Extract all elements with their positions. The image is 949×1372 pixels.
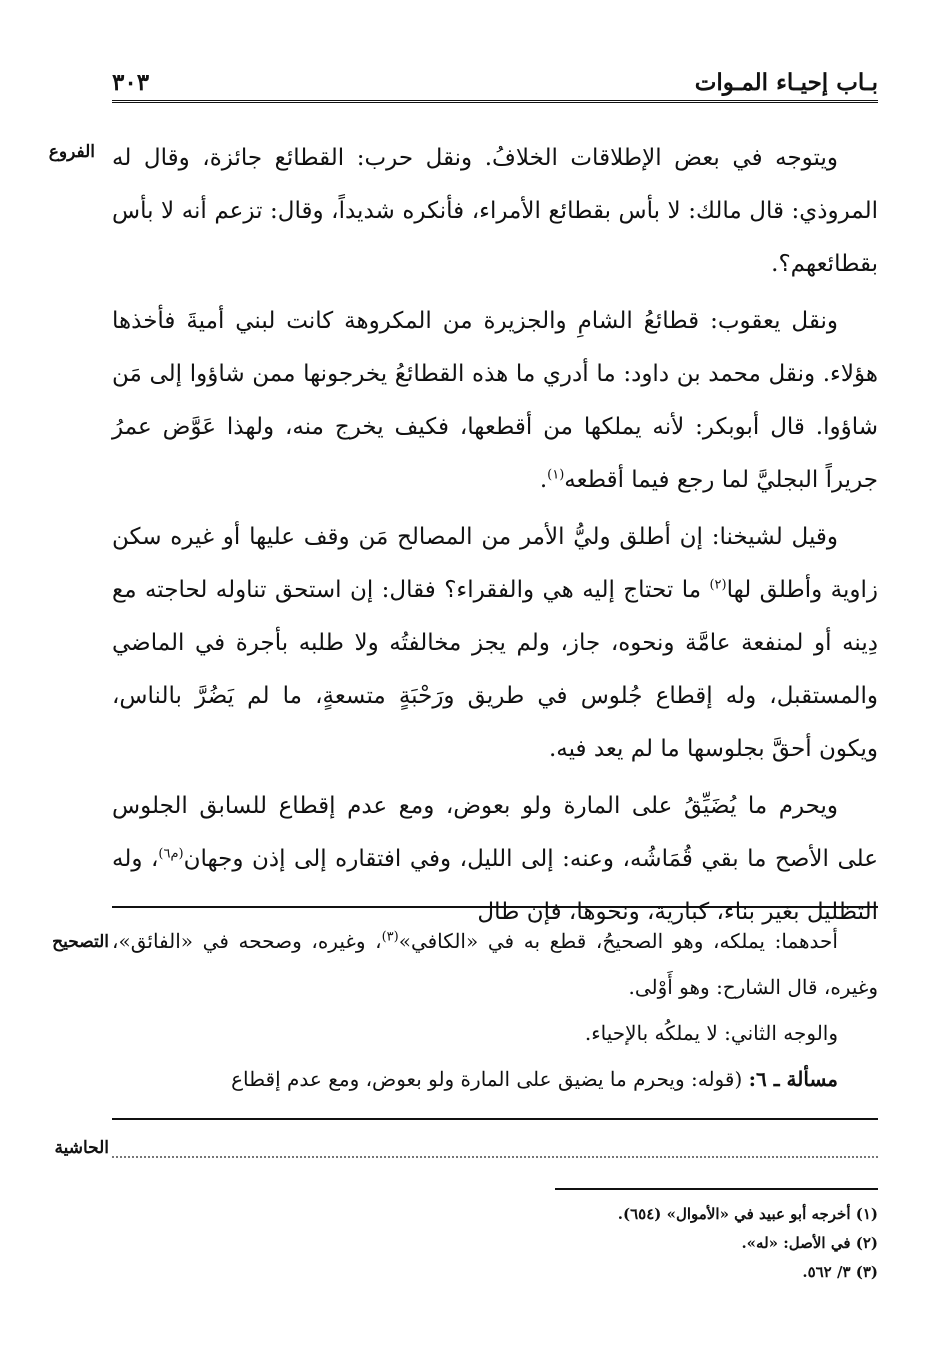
footnote-1: (١) أخرجه أبو عبيد في «الأموال» (٦٥٤). xyxy=(617,1205,878,1223)
paragraph-2-end: . xyxy=(539,467,548,493)
label-tashih: التصحيح xyxy=(52,932,109,952)
label-furu: الفروع xyxy=(48,142,95,162)
paragraph-4 xyxy=(112,780,878,939)
footnote-rule xyxy=(555,1188,878,1190)
paragraph-4-text-a: ويحرم ما يُضَيِّقُ على المارة ولو بعوض، ومع عدم إقطاع للسابق الجلوس على الأصح ما بقي قُمَاشُه، وعنه: إلى الليل، وفي افتقاره إلى إذن وجهان xyxy=(112,793,878,872)
hashiya-rule xyxy=(112,1118,878,1120)
footnote-2: (٢) في الأصل: «له». xyxy=(741,1234,878,1252)
footnotes xyxy=(112,1200,878,1287)
header-rule xyxy=(112,100,878,103)
paragraph-4-text-b: ، وله التظليل بغير بناء، كبارية، ونحوها، فإن طال xyxy=(112,846,878,925)
paragraph-1: ويتوجه في بعض الإطلاقات الخلافُ. ونقل حرب: القطائع جائزة، وقال له المروذي: قال مالك: لا بأس بقطائع الأمراء، فأنكره شديداً، وقال: تزعم أنه لا بأس بقطائعهم؟. xyxy=(112,145,878,277)
paragraph-2 xyxy=(112,295,878,507)
chapter-title: بـاب إحيـاء المـوات xyxy=(694,69,878,96)
footnote-ref-3: (٣) xyxy=(381,929,399,945)
tashih-commentary xyxy=(112,918,878,1102)
commentary-line-3 xyxy=(112,1056,878,1102)
paragraph-3-text-a: وقيل لشيخنا: إن أطلق وليُّ الأمر من المصالح مَن وقف عليها أو غيره سكن زاوية وأطلق لها xyxy=(112,524,878,603)
paragraph-3 xyxy=(112,511,878,776)
main-text xyxy=(112,132,878,939)
paragraph-2-text: ونقل يعقوب: قطائعُ الشامِ والجزيرة من المكروهة كانت لبني أميةَ فأخذها هؤلاء. ونقل محمد بن داود: ما أدري ما هذه القطائعُ يخرجونها ممن شاؤوا إلى مَن شاؤوا. قال أبوبكر: لأنه يملكها من أقطعها، فكيف يخرج منه، ولهذا عَوَّض عمرُ جريراً البجليَّ لما رجع فيما أقطعه xyxy=(112,308,878,493)
masala-ref-6: (م٦) xyxy=(158,846,184,862)
label-hashiya: الحاشية xyxy=(54,1138,109,1158)
page-header xyxy=(112,62,878,96)
commentary-line-1-b: ، وغيره، وصححه في «الفائق»، وغيره، قال الشارح: وهو أَوْلى. xyxy=(112,929,878,999)
paragraph-3-text-b: ما تحتاج إليه هي والفقراء؟ فقال: إن استحق تناوله لحاجته مع دِينه أو لمنفعة عامَّة ونحوه، جاز، ولم يجز مخالفتُه ولا طلبه بأجرة في الماضي والمستقبل، وله إقطاع جُلوس في طريق ورَحْبَةٍ متسعةٍ، ما لم يَضُرَّ بالناس، ويكون أحقَّ بجلوسها ما لم يعد فيه. xyxy=(112,577,878,762)
masala-label: مسألة ـ ٦: xyxy=(748,1067,838,1091)
footnote-3: (٣) ٣/ ٥٦٢. xyxy=(802,1263,878,1281)
footnote-ref-1: (١) xyxy=(547,467,565,483)
footnote-ref-2: (٢) xyxy=(709,577,727,593)
page-number: ٣٠٣ xyxy=(112,69,150,96)
commentary-rule xyxy=(112,906,878,908)
masala-text: (قوله: ويحرم ما يضيق على المارة ولو بعوض، ومع عدم إقطاع xyxy=(231,1067,749,1091)
commentary-line-2: والوجه الثاني: لا يملكُه بالإحياء. xyxy=(584,1021,838,1045)
commentary-line-1-a: أحدهما: يملكه، وهو الصحيحُ، قطع به في «الكافي» xyxy=(398,929,838,953)
hashiya-dotted-line xyxy=(112,1156,878,1158)
commentary-line-1 xyxy=(112,918,878,1010)
